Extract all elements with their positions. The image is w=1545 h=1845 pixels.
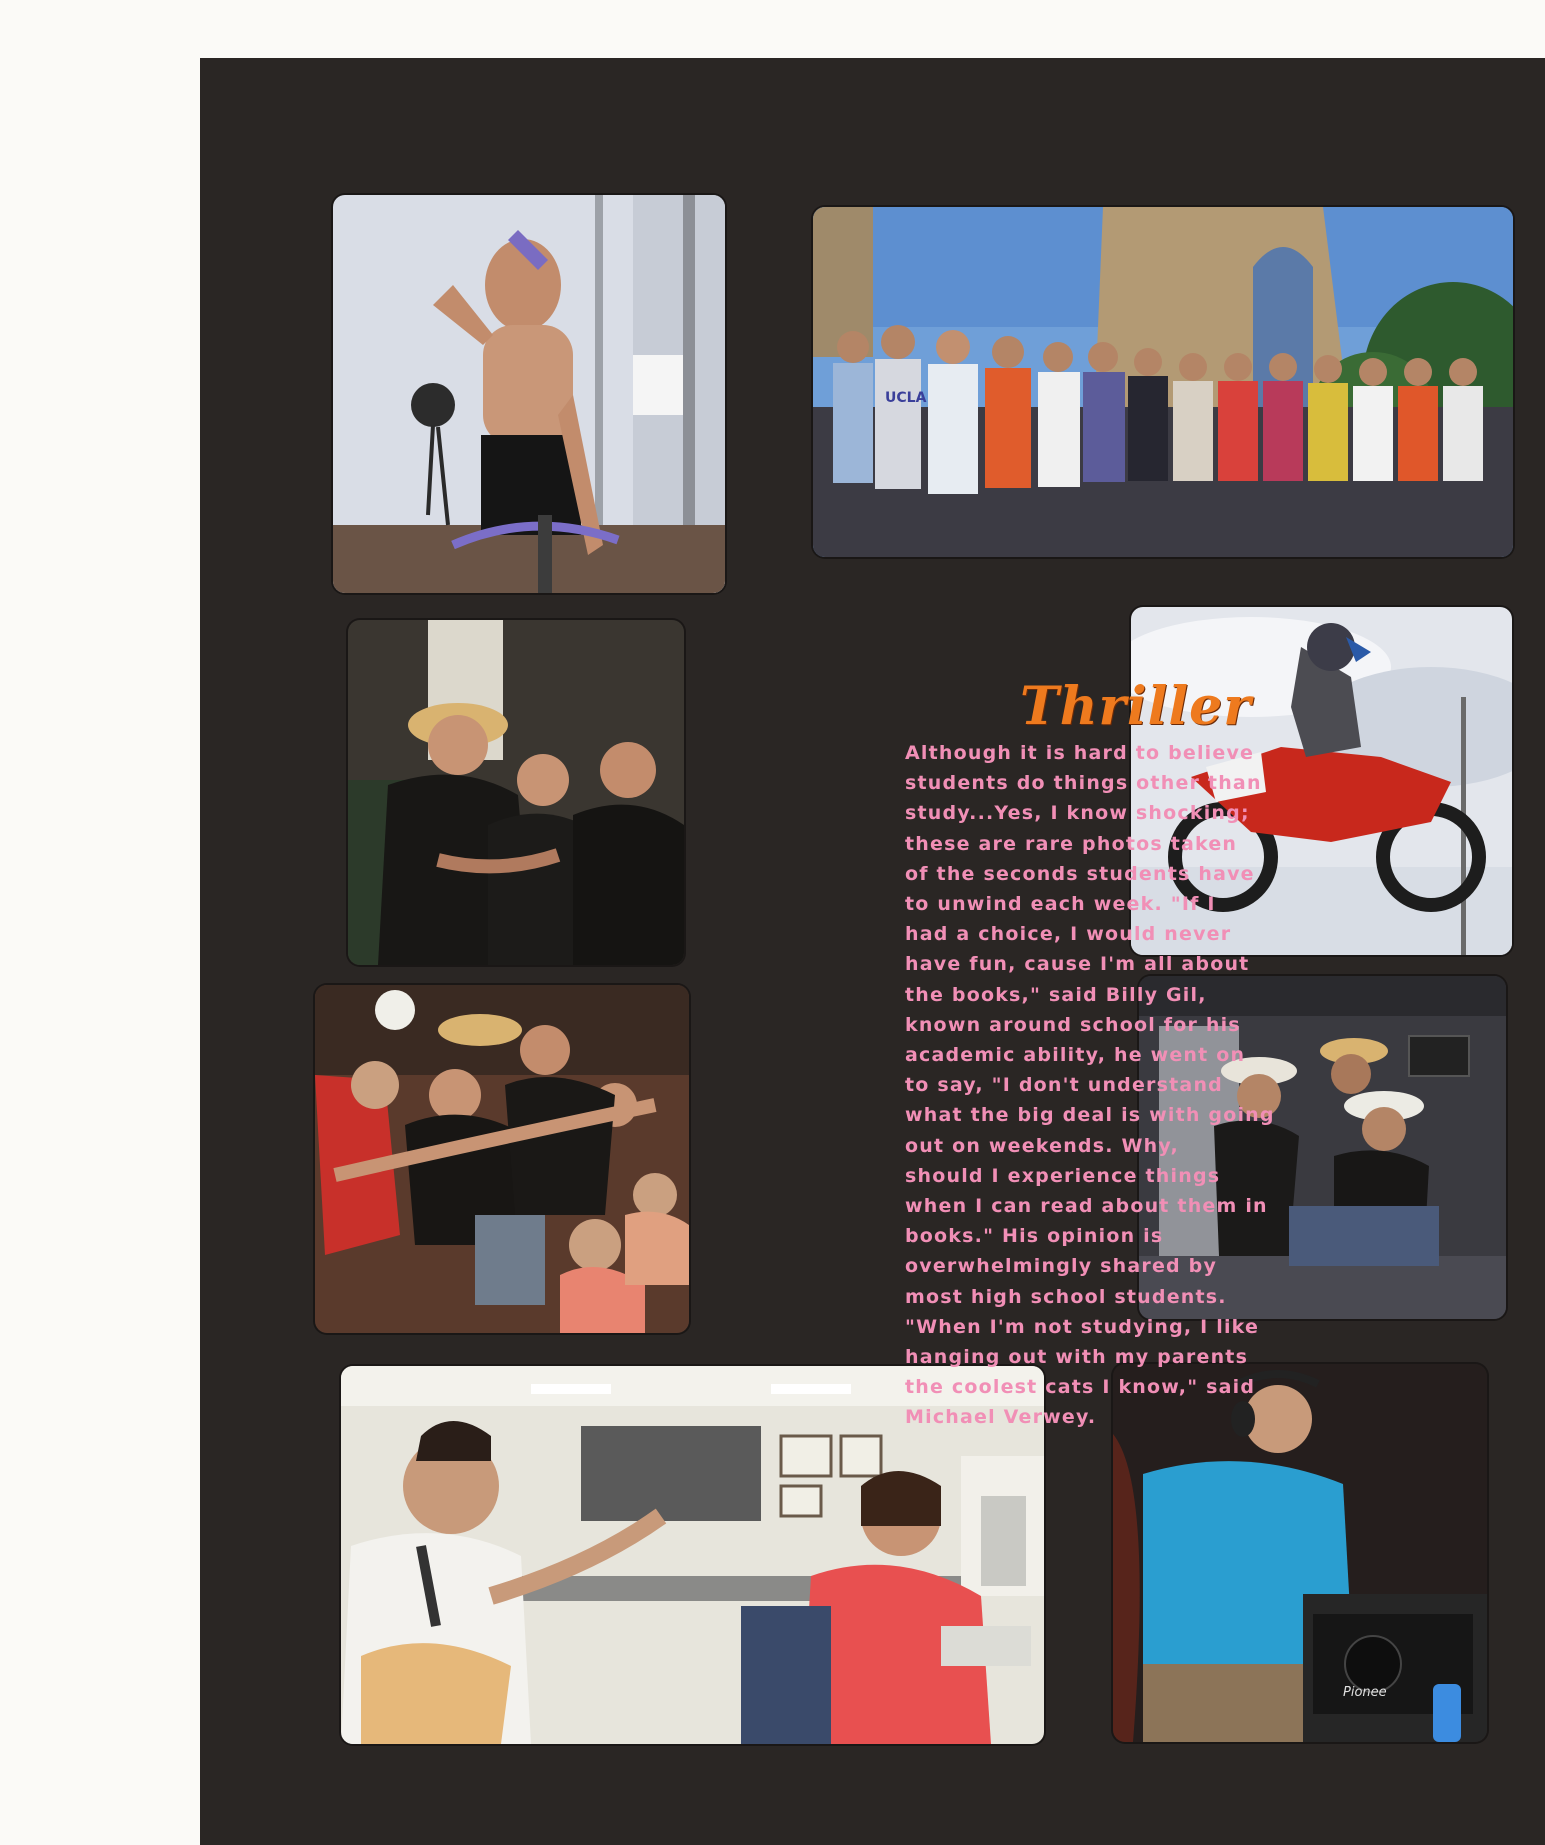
body-line: Although it is hard to believe <box>905 742 1255 764</box>
body-line: Michael Verwey. <box>905 1406 1097 1429</box>
body-line: academic ability, he went on <box>905 1044 1246 1067</box>
body-line: of the seconds students have <box>905 862 1255 885</box>
body-line: most high school students. <box>905 1285 1227 1308</box>
body-line: the books," said Billy Gil, <box>905 983 1207 1006</box>
photo-three-friends <box>348 620 684 965</box>
page-title: Thriller <box>1020 676 1252 737</box>
speaker-brand-text: Pionee <box>1343 1685 1387 1700</box>
body-line: to say, "I don't understand <box>905 1074 1223 1097</box>
body-line: what the big deal is with going <box>905 1104 1275 1127</box>
body-line: to unwind each week. "If I <box>905 893 1216 916</box>
body-line: books." His opinion is <box>905 1225 1164 1248</box>
photo-gym-bike <box>333 195 725 593</box>
body-line: when I can read about them in <box>905 1195 1268 1218</box>
article-body <box>905 738 1300 1433</box>
body-line: study...Yes, I know shocking; <box>905 802 1250 825</box>
body-line: hanging out with my parents <box>905 1346 1249 1369</box>
body-line: known around school for his <box>905 1013 1241 1036</box>
body-line: these are rare photos taken <box>905 832 1238 855</box>
photo-group-aqueduct <box>813 207 1513 557</box>
body-line: out on weekends. Why, <box>905 1134 1179 1157</box>
body-line: the coolest cats I know," said <box>905 1376 1256 1399</box>
photo-group-party <box>315 985 689 1333</box>
body-line: should I experience things <box>905 1164 1221 1187</box>
body-line: overwhelmingly shared by <box>905 1255 1218 1278</box>
ucla-shirt-text: UCLA <box>885 390 927 406</box>
body-line: have fun, cause I'm all about <box>905 953 1250 976</box>
body-line: had a choice, I would never <box>905 923 1232 946</box>
body-line: "When I'm not studying, I like <box>905 1315 1260 1338</box>
body-line: students do things other than <box>905 772 1262 795</box>
yearbook-page <box>200 58 1545 1845</box>
